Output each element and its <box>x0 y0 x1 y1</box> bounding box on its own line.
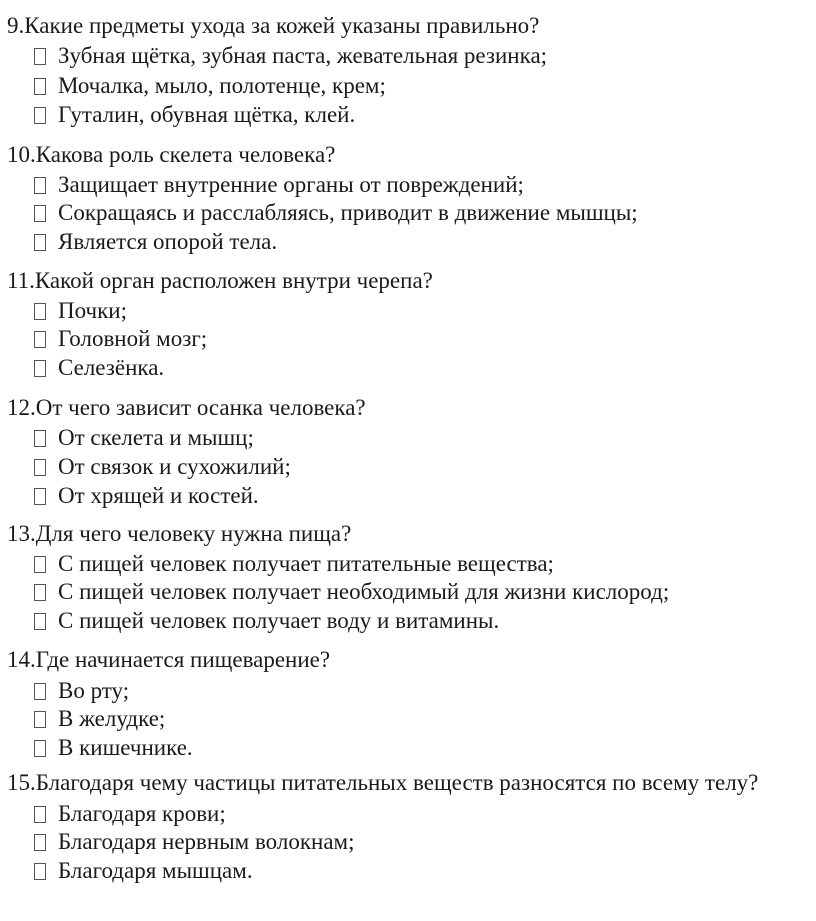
checkbox-icon[interactable] <box>34 107 46 124</box>
answer-label: Селезёнка. <box>58 355 165 380</box>
answer-option[interactable] <box>34 356 164 379</box>
answer-label: Гуталин, обувная щётка, клей. <box>58 102 356 127</box>
checkbox-icon[interactable] <box>34 834 46 851</box>
question-text: 11.Какой орган расположен внутри черепа? <box>7 268 433 293</box>
checkbox-icon[interactable] <box>34 806 46 823</box>
answer-option[interactable] <box>34 74 386 97</box>
answer-label: В кишечнике. <box>58 735 193 760</box>
checkbox-icon[interactable] <box>34 459 46 476</box>
answer-label: Благодаря крови; <box>58 801 226 826</box>
checkbox-icon[interactable] <box>34 711 46 728</box>
checkbox-icon[interactable] <box>34 48 46 65</box>
answer-label: Защищает внутренние органы от повреждений; <box>58 172 524 197</box>
answer-label: Является опорой тела. <box>58 229 278 254</box>
checkbox-icon[interactable] <box>34 613 46 630</box>
answer-label: От хрящей и костей. <box>58 483 259 508</box>
checkbox-icon[interactable] <box>34 78 46 95</box>
checkbox-icon[interactable] <box>34 205 46 222</box>
checkbox-icon[interactable] <box>34 683 46 700</box>
answer-label: Зубная щётка, зубная паста, жевательная резинка; <box>58 43 548 68</box>
checkbox-icon[interactable] <box>34 863 46 880</box>
answer-label: От скелета и мышц; <box>58 425 254 450</box>
answer-option[interactable] <box>34 201 638 224</box>
answer-label: Благодаря мышцам. <box>58 858 253 883</box>
question-text: 12.От чего зависит осанка человека? <box>7 395 366 420</box>
answer-option[interactable] <box>34 44 547 67</box>
answer-label: Мочалка, мыло, полотенце, крем; <box>58 73 386 98</box>
checkbox-icon[interactable] <box>34 234 46 251</box>
answer-label: От связок и сухожилий; <box>58 454 291 479</box>
question-text: 14.Где начинается пищеварение? <box>7 647 331 672</box>
answer-option[interactable] <box>34 230 277 253</box>
answer-label: С пищей человек получает питательные вещества; <box>58 551 554 576</box>
answer-option[interactable] <box>34 859 253 882</box>
answer-option[interactable] <box>34 327 207 350</box>
question-text: 9.Какие предметы ухода за кожей указаны правильно? <box>7 13 540 38</box>
answer-option[interactable] <box>34 736 193 759</box>
answer-label: Головной мозг; <box>58 326 208 351</box>
checkbox-icon[interactable] <box>34 430 46 447</box>
question-text: 15.Благодаря чему частицы питательных веществ разносятся по всему телу? <box>7 770 759 795</box>
answer-option[interactable] <box>34 609 499 632</box>
answer-option[interactable] <box>34 552 554 575</box>
checkbox-icon[interactable] <box>34 584 46 601</box>
answer-label: Почки; <box>58 298 127 323</box>
question-text: 10.Какова роль скелета человека? <box>7 142 336 167</box>
answer-label: С пищей человек получает необходимый для жизни кислород; <box>58 579 670 604</box>
answer-option[interactable] <box>34 830 354 853</box>
checkbox-icon[interactable] <box>34 740 46 757</box>
answer-option[interactable] <box>34 173 524 196</box>
answer-option[interactable] <box>34 679 129 702</box>
answer-label: С пищей человек получает воду и витамины. <box>58 608 500 633</box>
answer-option[interactable] <box>34 580 669 603</box>
checkbox-icon[interactable] <box>34 360 46 377</box>
answer-label: Во рту; <box>58 678 130 703</box>
answer-option[interactable] <box>34 484 259 507</box>
question-text: 13.Для чего человеку нужна пища? <box>7 521 352 546</box>
answer-label: В желудке; <box>58 706 166 731</box>
checkbox-icon[interactable] <box>34 303 46 320</box>
answer-option[interactable] <box>34 707 165 730</box>
answer-option[interactable] <box>34 802 226 825</box>
answer-label: Сокращаясь и расслабляясь, приводит в движение мышцы; <box>58 200 638 225</box>
answer-option[interactable] <box>34 455 291 478</box>
checkbox-icon[interactable] <box>34 556 46 573</box>
checkbox-icon[interactable] <box>34 488 46 505</box>
answer-option[interactable] <box>34 103 355 126</box>
answer-option[interactable] <box>34 426 254 449</box>
checkbox-icon[interactable] <box>34 331 46 348</box>
answer-option[interactable] <box>34 299 127 322</box>
answer-label: Благодаря нервным волокнам; <box>58 829 355 854</box>
checkbox-icon[interactable] <box>34 177 46 194</box>
